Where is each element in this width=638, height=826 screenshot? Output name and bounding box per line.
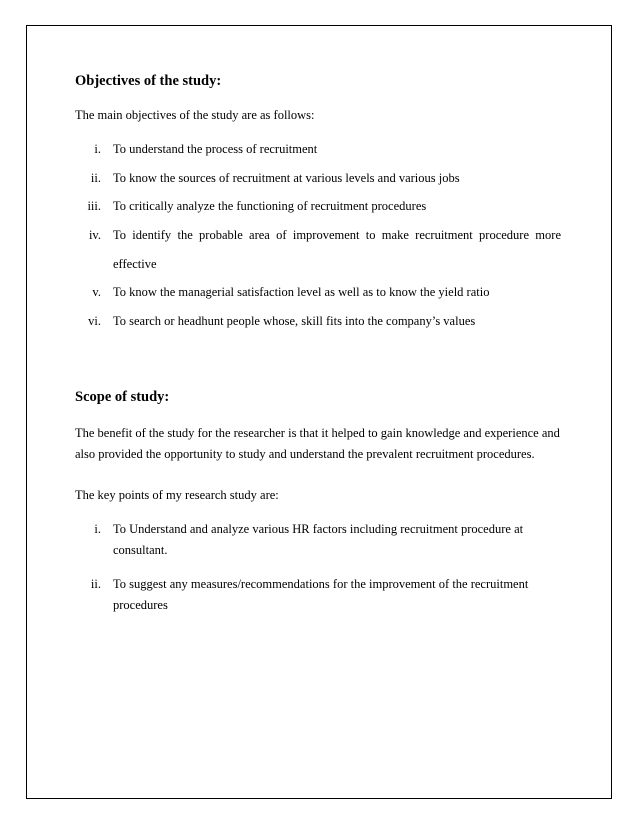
list-numeral: v. bbox=[92, 285, 101, 299]
list-item-text: To suggest any measures/recommendations for the improvement of the recruitment procedures bbox=[113, 577, 529, 612]
objectives-intro: The main objectives of the study are as follows: bbox=[75, 108, 315, 122]
scope-paragraph: The benefit of the study for the researcher is that it helped to gain knowledge and experience and also provided the opportunity to study and understand the prevalent recruitment procedures. bbox=[75, 426, 560, 461]
objectives-heading: Objectives of the study: bbox=[75, 73, 222, 89]
list-item-text bbox=[113, 225, 561, 275]
list-item-text: To know the managerial satisfaction level as well as to know the yield ratio bbox=[113, 285, 490, 299]
list-item-text: To search or headhunt people whose, skill fits into the company’s values bbox=[113, 314, 476, 328]
list-item-text: To critically analyze the functioning of recruitment procedures bbox=[113, 199, 427, 213]
list-item-text: To know the sources of recruitment at various levels and various jobs bbox=[113, 171, 460, 185]
list-numeral: ii. bbox=[90, 171, 101, 185]
key-points-intro: The key points of my research study are: bbox=[75, 488, 279, 502]
list-numeral: vi. bbox=[88, 314, 101, 328]
list-numeral: i. bbox=[94, 522, 101, 536]
list-item-text-line2: effective bbox=[113, 257, 157, 271]
list-numeral: ii. bbox=[90, 577, 101, 591]
list-numeral: iv. bbox=[88, 228, 101, 242]
list-numeral: iii. bbox=[87, 199, 101, 213]
list-item-text-line1: To identify the probable area of improvement to make recruitment procedure more bbox=[113, 228, 561, 242]
list-item-text: To understand the process of recruitment bbox=[113, 142, 318, 156]
list-numeral: i. bbox=[94, 142, 101, 156]
scope-heading: Scope of study: bbox=[75, 389, 170, 405]
list-item-text: To Understand and analyze various HR factors including recruitment procedure at consultant. bbox=[113, 522, 524, 557]
